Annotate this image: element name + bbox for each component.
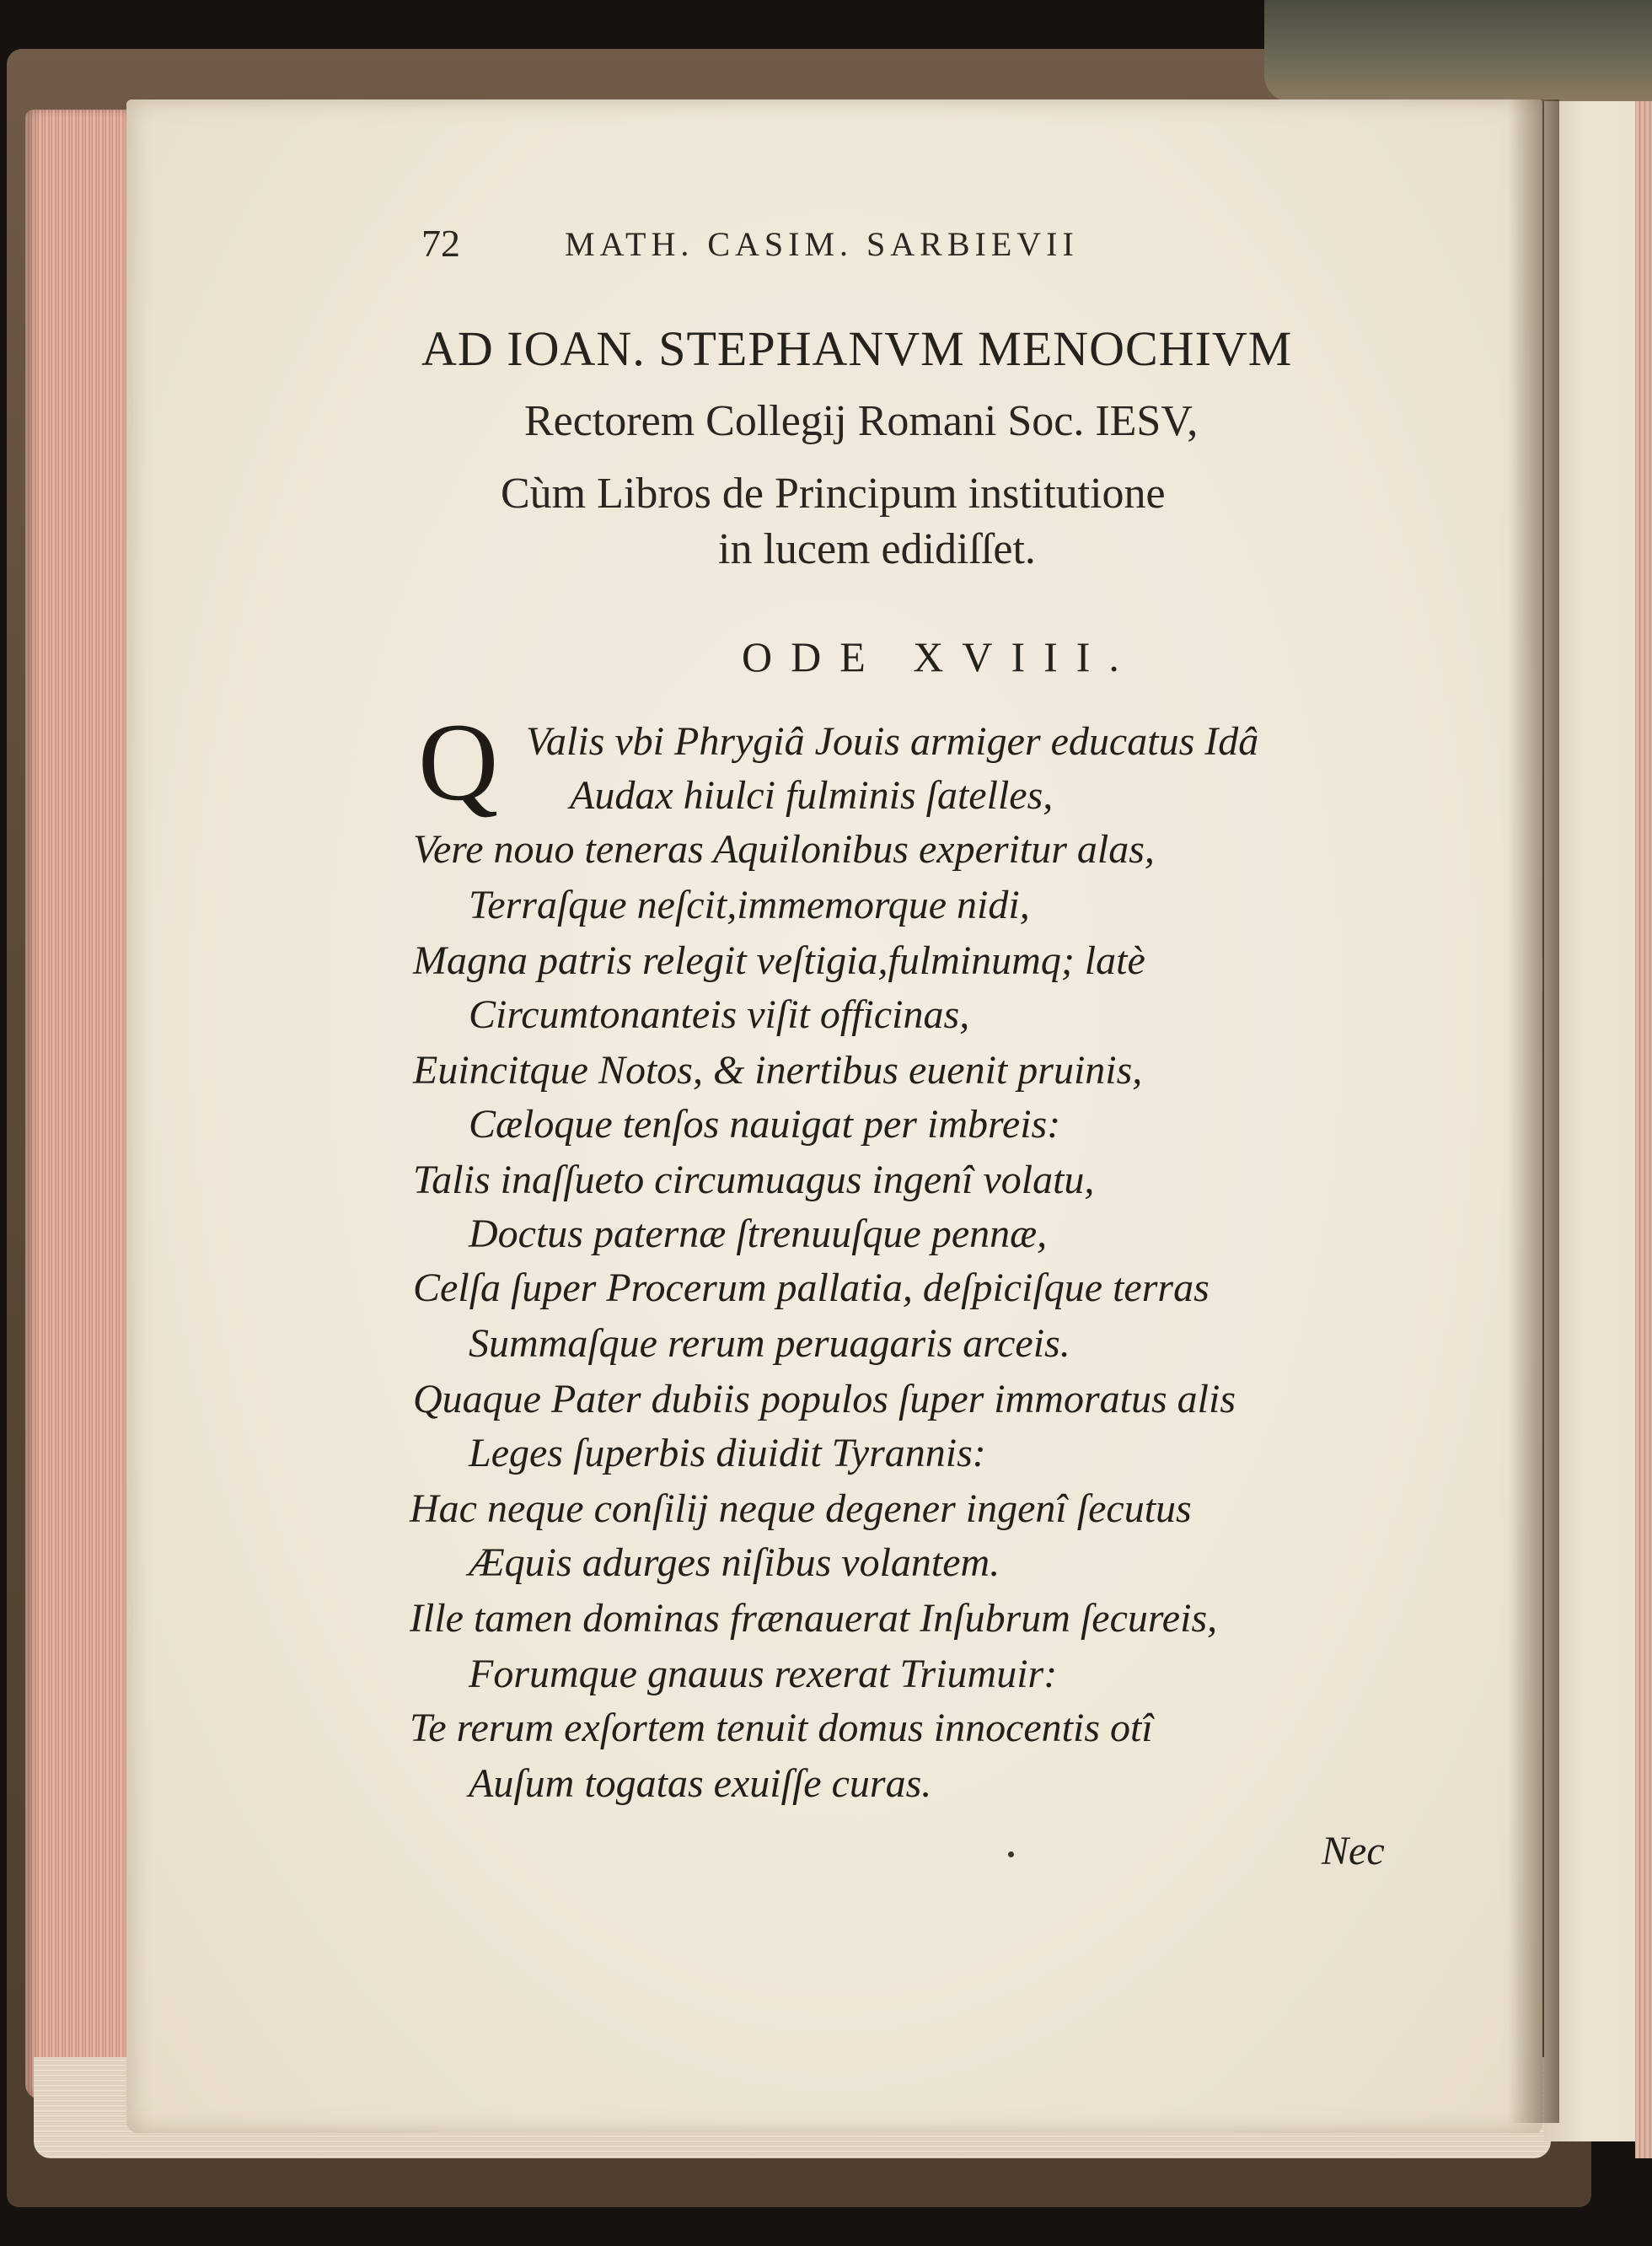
- running-head: [421, 221, 1231, 271]
- dedication-subline-1: Rectorem Collegij Romani Soc. IESV,: [524, 397, 1199, 445]
- verse-line-10: Doctus paternæ ſtrenuuſque pennæ,: [469, 1212, 1048, 1256]
- verse-line-20: Auſum togatas exuiſſe curas.: [469, 1761, 932, 1806]
- drop-cap: Q: [418, 700, 499, 824]
- verse-line-12: Summaſque rerum peruagaris arceis.: [469, 1321, 1070, 1366]
- verse-line-14: Leges ſuperbis diuidit Tyrannis:: [469, 1431, 986, 1475]
- ode-title: ODE XVIII.: [742, 633, 1138, 680]
- catchword: Nec: [1322, 1829, 1385, 1873]
- dedication-subline-3: in lucem edidiſſet.: [718, 525, 1036, 573]
- verse-line-7: Euincitque Notos, & inertibus euenit pruinis,: [413, 1048, 1143, 1093]
- verse-line-2: Audax hiulci fulminis ſatelles,: [570, 773, 1054, 818]
- book-spine: [1264, 0, 1652, 101]
- verse-line-4: Terraſque neſcit,immemorque nidi,: [469, 883, 1030, 927]
- dedication-heading: AD IOAN. STEPHANVM MENOCHIVM: [421, 321, 1293, 376]
- verse-line-15: Hac neque conſilij neque degener ingenî ſecutus: [410, 1486, 1192, 1531]
- verse-line-11: Celſa ſuper Procerum pallatia, deſpiciſque terras: [413, 1265, 1210, 1310]
- verse-line-5: Magna patris relegit veſtigia,fulminumq; latè: [413, 938, 1145, 983]
- running-title: MATH. CASIM. SARBIEVII: [565, 225, 1079, 263]
- verse-line-3: Vere nouo teneras Aquilonibus experitur alas,: [413, 827, 1155, 872]
- verse-line-1: Valis vbi Phrygiâ Jouis armiger educatus Idâ: [526, 719, 1259, 764]
- verse-line-18: Forumque gnauus rexerat Triumuir:: [469, 1652, 1058, 1696]
- page-gutter: [1509, 99, 1559, 2123]
- page-number: 72: [421, 222, 460, 265]
- verse-line-6: Circumtonanteis viſit officinas,: [469, 992, 970, 1037]
- verse-line-19: Te rerum exſortem tenuit domus innocentis otî: [410, 1706, 1153, 1750]
- verse-line-8: Cæloque tenſos nauigat per imbreis:: [469, 1102, 1061, 1147]
- verse-line-16: Æquis adurges niſibus volantem.: [469, 1540, 1000, 1585]
- verse-line-17: Ille tamen dominas frænauerat Inſubrum ſecureis,: [410, 1596, 1218, 1641]
- dedication-subline-2: Cùm Libros de Principum institutione: [501, 470, 1166, 518]
- facing-page-edge: [1635, 101, 1652, 2158]
- verse-line-13: Quaque Pater dubiis populos ſuper immoratus alis: [413, 1377, 1236, 1421]
- printing-mark: [1008, 1851, 1014, 1857]
- verse-line-9: Talis inaſſueto circumuagus ingenî volatu,: [413, 1158, 1095, 1202]
